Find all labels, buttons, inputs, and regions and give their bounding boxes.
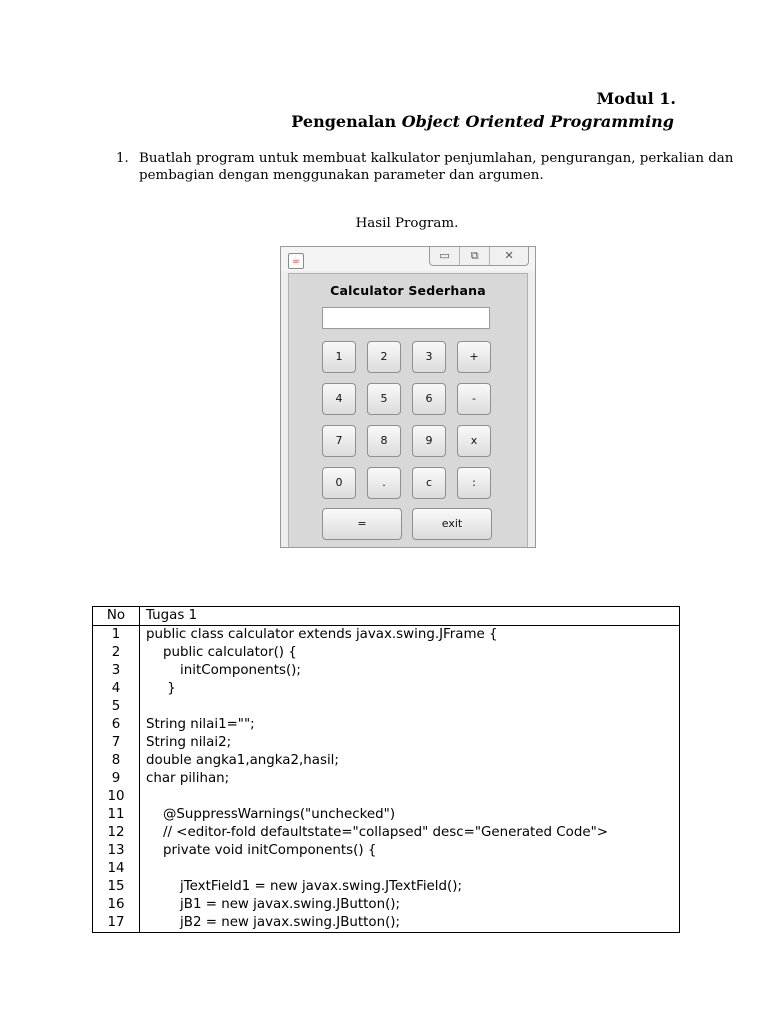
- code-line: [140, 860, 680, 878]
- code-line: public class calculator extends javax.swing.JFrame {: [140, 626, 680, 645]
- line-number: 2: [93, 644, 140, 662]
- table-row: [93, 680, 680, 698]
- java-icon: ☕: [288, 253, 304, 269]
- calc-button: +: [457, 341, 491, 373]
- calculator-window-screenshot: [280, 246, 536, 548]
- line-number: 6: [93, 716, 140, 734]
- line-number: 12: [93, 824, 140, 842]
- line-number: 1: [93, 626, 140, 645]
- code-table-body: [93, 626, 680, 933]
- code-line: jTextField1 = new javax.swing.JTextField();: [140, 878, 680, 896]
- task-number: 1.: [116, 151, 129, 166]
- result-caption: Hasil Program.: [355, 216, 459, 231]
- table-row: [93, 644, 680, 662]
- module-title: Modul 1.: [596, 89, 676, 108]
- code-line: String nilai2;: [140, 734, 680, 752]
- line-number: 8: [93, 752, 140, 770]
- code-line: public calculator() {: [140, 644, 680, 662]
- calc-button: 0: [322, 467, 356, 499]
- equals-button: =: [322, 508, 402, 540]
- calc-button: -: [457, 383, 491, 415]
- calculator-title: Calculator Sederhana: [330, 283, 486, 298]
- maximize-icon: ⧉: [460, 247, 490, 265]
- window-controls: [429, 247, 529, 266]
- line-number: 9: [93, 770, 140, 788]
- calc-button: 2: [367, 341, 401, 373]
- line-number: 15: [93, 878, 140, 896]
- table-row: [93, 716, 680, 734]
- code-table: [92, 606, 680, 933]
- code-table-header: [93, 607, 680, 626]
- task-text: [139, 150, 734, 184]
- window-titlebar: [281, 247, 535, 271]
- table-row: [93, 752, 680, 770]
- calc-button: :: [457, 467, 491, 499]
- code-line: char pilihan;: [140, 770, 680, 788]
- module-subtitle: [291, 112, 674, 131]
- line-number: 4: [93, 680, 140, 698]
- line-number: 7: [93, 734, 140, 752]
- calc-button: 7: [322, 425, 356, 457]
- code-line: double angka1,angka2,hasil;: [140, 752, 680, 770]
- code-line: jB1 = new javax.swing.JButton();: [140, 896, 680, 914]
- header-title: Tugas 1: [140, 607, 680, 626]
- code-line: [140, 788, 680, 806]
- close-icon: ✕: [504, 249, 514, 262]
- calc-button: .: [367, 467, 401, 499]
- table-row: [93, 806, 680, 824]
- minimize-icon: ▭: [430, 247, 460, 265]
- code-line: [140, 698, 680, 716]
- code-line: // <editor-fold defaultstate="collapsed" desc="Generated Code">: [140, 824, 680, 842]
- table-row: [93, 698, 680, 716]
- table-row: [93, 770, 680, 788]
- calculator-panel: [288, 273, 528, 548]
- table-row: [93, 914, 680, 933]
- line-number: 16: [93, 896, 140, 914]
- table-row: [93, 734, 680, 752]
- task-text-line2: pembagian dengan menggunakan parameter dan argumen.: [139, 168, 544, 183]
- subtitle-italic: Object Oriented Programming: [401, 112, 674, 131]
- table-row: [93, 626, 680, 645]
- line-number: 10: [93, 788, 140, 806]
- code-line: @SuppressWarnings("unchecked"): [140, 806, 680, 824]
- calc-button: 3: [412, 341, 446, 373]
- calc-button: 8: [367, 425, 401, 457]
- calc-button: 9: [412, 425, 446, 457]
- table-row: [93, 824, 680, 842]
- task-text-line1: Buatlah program untuk membuat kalkulator penjumlahan, pengurangan, perkalian dan: [139, 151, 734, 166]
- code-line: jB2 = new javax.swing.JButton();: [140, 914, 680, 933]
- code-line: }: [140, 680, 680, 698]
- subtitle-plain: Pengenalan: [291, 112, 402, 131]
- exit-button: exit: [412, 508, 492, 540]
- calculator-display: [322, 307, 490, 329]
- table-row: [93, 662, 680, 680]
- line-number: 5: [93, 698, 140, 716]
- calc-button: c: [412, 467, 446, 499]
- code-line: initComponents();: [140, 662, 680, 680]
- line-number: 11: [93, 806, 140, 824]
- table-row: [93, 896, 680, 914]
- calc-button: 5: [367, 383, 401, 415]
- table-row: [93, 842, 680, 860]
- calc-button: 1: [322, 341, 356, 373]
- line-number: 13: [93, 842, 140, 860]
- header-no: No: [93, 607, 140, 626]
- calc-button: x: [457, 425, 491, 457]
- code-line: private void initComponents() {: [140, 842, 680, 860]
- line-number: 3: [93, 662, 140, 680]
- code-line: String nilai1="";: [140, 716, 680, 734]
- table-row: [93, 860, 680, 878]
- calc-button: 4: [322, 383, 356, 415]
- table-row: [93, 788, 680, 806]
- table-row: [93, 878, 680, 896]
- calc-button: 6: [412, 383, 446, 415]
- line-number: 17: [93, 914, 140, 933]
- line-number: 14: [93, 860, 140, 878]
